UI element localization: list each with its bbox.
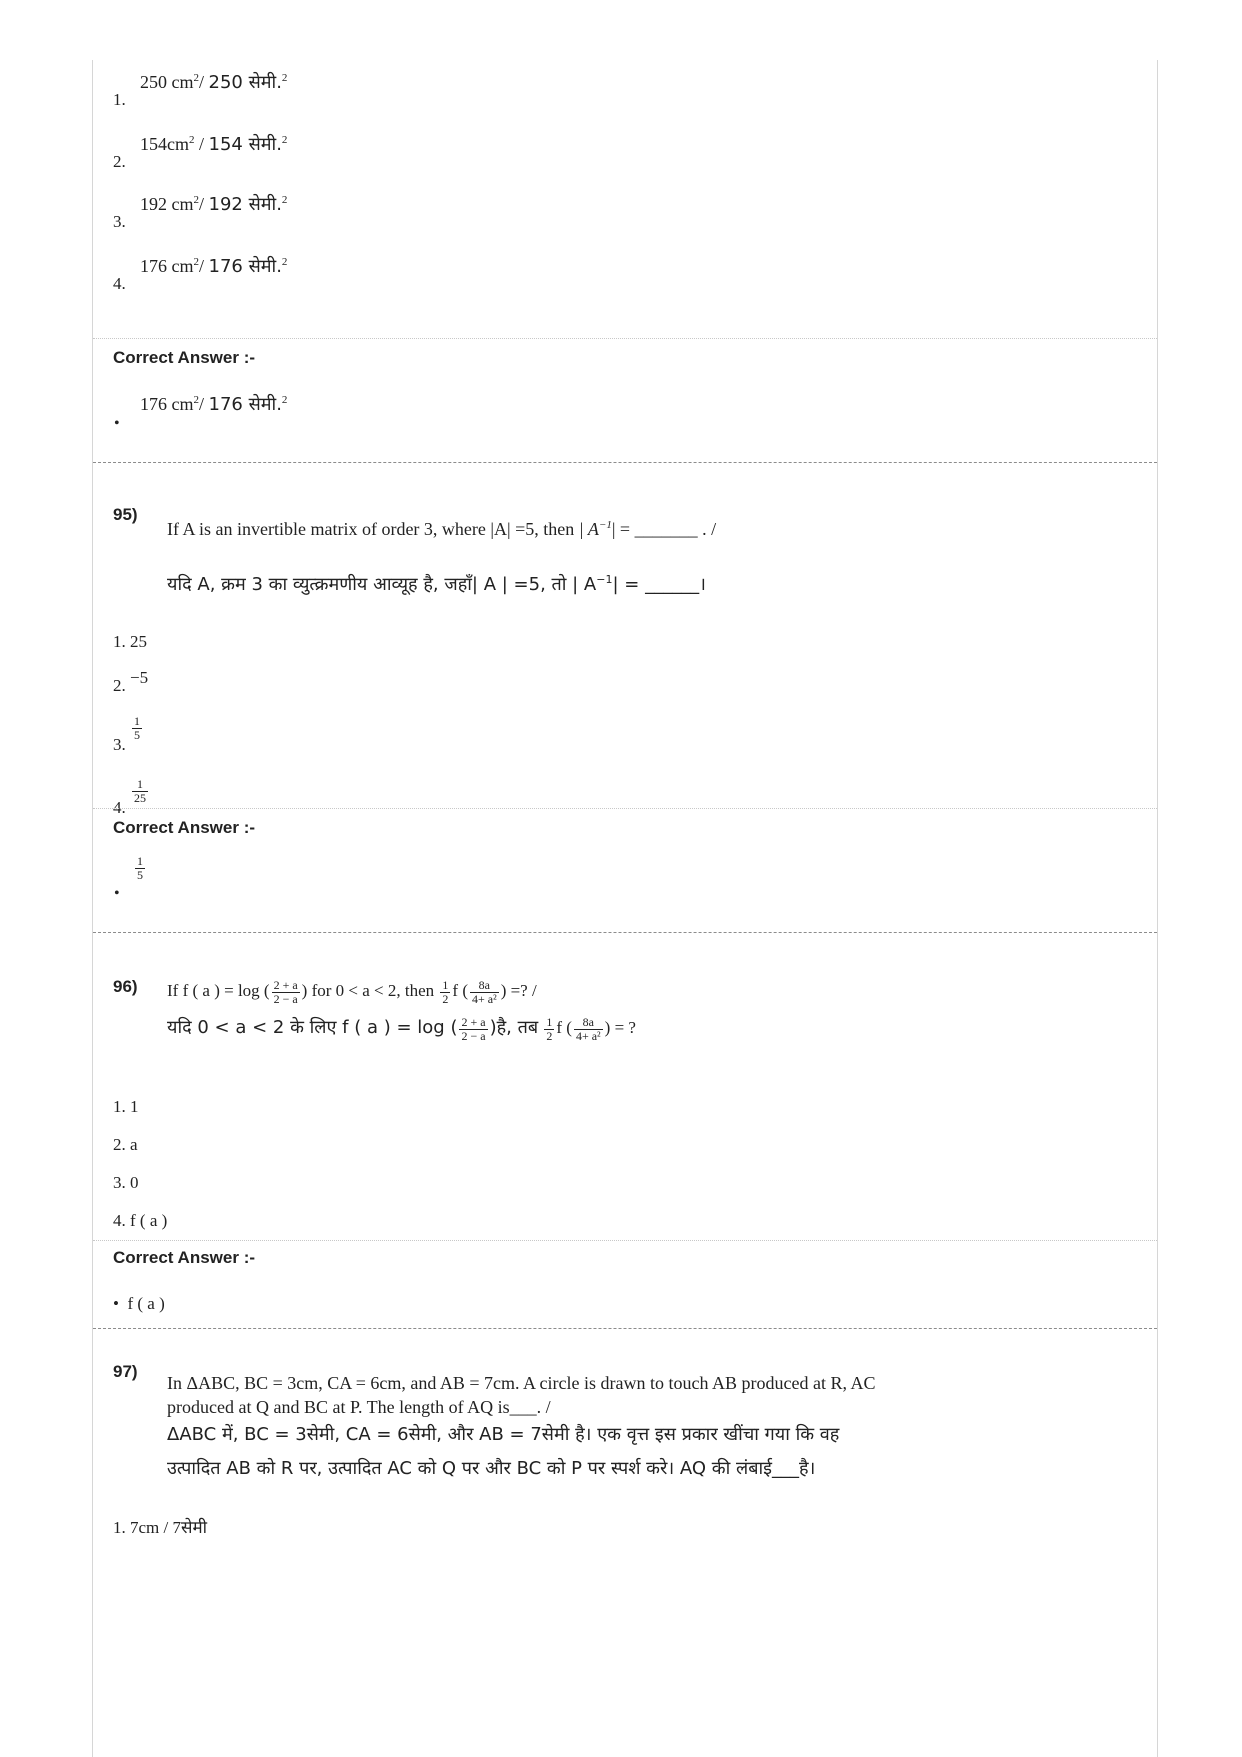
q96-text-hi: यदि 0 < a < 2 के लिए f ( a ) = log ( $\frac{2 + a}{2 - a}$ )है, तब $\frac{1}{2}$ f ( $\frac{8a}{\text{4+ a²}}$ ) = ?	[167, 1014, 636, 1043]
bullet: •	[114, 885, 120, 902]
question-separator	[93, 462, 1157, 463]
correct-answer-label: Correct Answer :-	[113, 1248, 256, 1267]
q96-text-en: If f ( a ) = log ( $\frac{2 + a}{2 - a}$ ) for 0 < a < 2, then $\frac{1}{2}$ f ( $\frac{8a}{\text{4+ a²}}$ ) =? /	[167, 977, 537, 1006]
question-separator	[93, 1328, 1157, 1329]
separator	[93, 808, 1157, 809]
fraction: $\frac{1}{5}$	[134, 714, 140, 742]
q97-text-hi-2: उत्पादित AB को R पर, उत्पादित AC को Q पर और BC को P पर स्पर्श करे। AQ की लंबाई___है।	[167, 1458, 816, 1479]
correct-answer-label: Correct Answer :-	[113, 818, 256, 837]
q96-option-3: 3. 0	[113, 1173, 139, 1192]
q96-correct-answer: • f ( a )	[113, 1294, 165, 1313]
q95-text-hi: यदि A, क्रम 3 का व्युत्क्रमणीय आव्यूह है, जहाँ| A | =5, तो | $A^{-1}|$ = ______।	[167, 573, 706, 595]
q97-text-en-1: In ΔABC, BC = 3cm, CA = 6cm, and AB = 7cm. A circle is drawn to touch AB produced at R, AC	[167, 1373, 876, 1393]
separator	[93, 1240, 1157, 1241]
q97-option-1: 1. 7cm / 7सेमी	[113, 1518, 208, 1537]
q96-option-2: 2. a	[113, 1135, 138, 1154]
q95-option-4: 4. $\frac{1}{25}$	[113, 777, 146, 818]
q95-option-2: 2. −5	[113, 668, 149, 695]
q97-text-en-2: produced at Q and BC at P. The length of AQ is___. /	[167, 1397, 551, 1417]
q97-text-hi-1: ΔABC में, BC = 3सेमी, CA = 6सेमी, और AB = 7सेमी है। एक वृत्त इस प्रकार खींचा गया कि वह	[167, 1424, 840, 1445]
fraction: $\frac{1}{5}$	[137, 854, 143, 882]
q95-option-3: 3. $\frac{1}{5}$	[113, 714, 140, 755]
separator	[93, 338, 1157, 339]
question-number: 97)	[113, 1362, 138, 1381]
bullet: •	[114, 415, 120, 432]
question-separator	[93, 932, 1157, 933]
q94-correct-answer: 176 $cm^2/$ 176 सेमी.$^2$	[140, 394, 288, 415]
q95-option-1: 1. 25	[113, 632, 147, 651]
q96-option-4: 4. f ( a )	[113, 1211, 168, 1230]
q95-text-en: If A is an invertible matrix of order 3, where |A| =5, then | $A^{-1}|$ = _______ . /	[167, 519, 717, 539]
exam-page: 1. 250 $cm^2/$ 250 सेमी.$^2$ 2. $154cm^2 / 154$ सेमी.$^2$ 3. 192 $cm^2/$ 192 सेमी.$^2$ 4. 176 $cm^2/$ 176 सेमी.$^2$ Correct Answer :- • 176 $cm^2/$ 176 सेमी.$^2$ 95) If A is an invertible matrix of order 3, where |A| =5, then | $A^{-1}|$ = _______ . / यदि A, क्रम 3 का व्युत्क्रमणीय आव्यूह है, जहाँ| A | =5, तो | $A^{-1}|$ = ______। 1. 25 2. −5 3. $\frac{1}{5}$ 4. $\frac{1}{25}$ Correct Answer :- • $\frac{1}{5}$ 96) If f ( a ) = log ( $\frac{2 + a}{2 - a}$ ) for 0 < a < 2, then $\frac{1}{2}$ f ( $\frac{8a}{\text{4+ a²}}$ ) =? / यदि 0 < a < 2 के लिए f ( a ) = log ( $\frac{2 + a}{2 - a}$ )है, तब $\frac{1}{2}$ f ( $\frac{8a}{\text{4+ a²}}$ ) = ? 1. 1 2. a 3. 0 4. f ( a ) Correct Answer :- • f ( a ) 97) In ΔABC, BC = 3cm, CA = 6cm, and AB = 7cm. A circle is drawn to touch AB produced at R, AC produced at Q and BC at P. The length of AQ is___. / ΔABC में, BC = 3सेमी, CA = 6सेमी, और AB = 7सेमी है। एक वृत्त इस प्रकार खींचा गया कि वह उत्पादित AB को R पर, उत्पादित AC को Q पर और BC को P पर स्पर्श करे। AQ की लंबाई___है। 1. 7cm / 7सेमी	[92, 60, 1158, 1757]
question-number: 96)	[113, 977, 138, 996]
q95-correct-answer	[133, 855, 147, 882]
question-number: 95)	[113, 505, 138, 524]
q96-option-1: 1. 1	[113, 1097, 139, 1116]
fraction: $\frac{1}{25}$	[134, 777, 146, 805]
correct-answer-label: Correct Answer :-	[113, 348, 256, 367]
